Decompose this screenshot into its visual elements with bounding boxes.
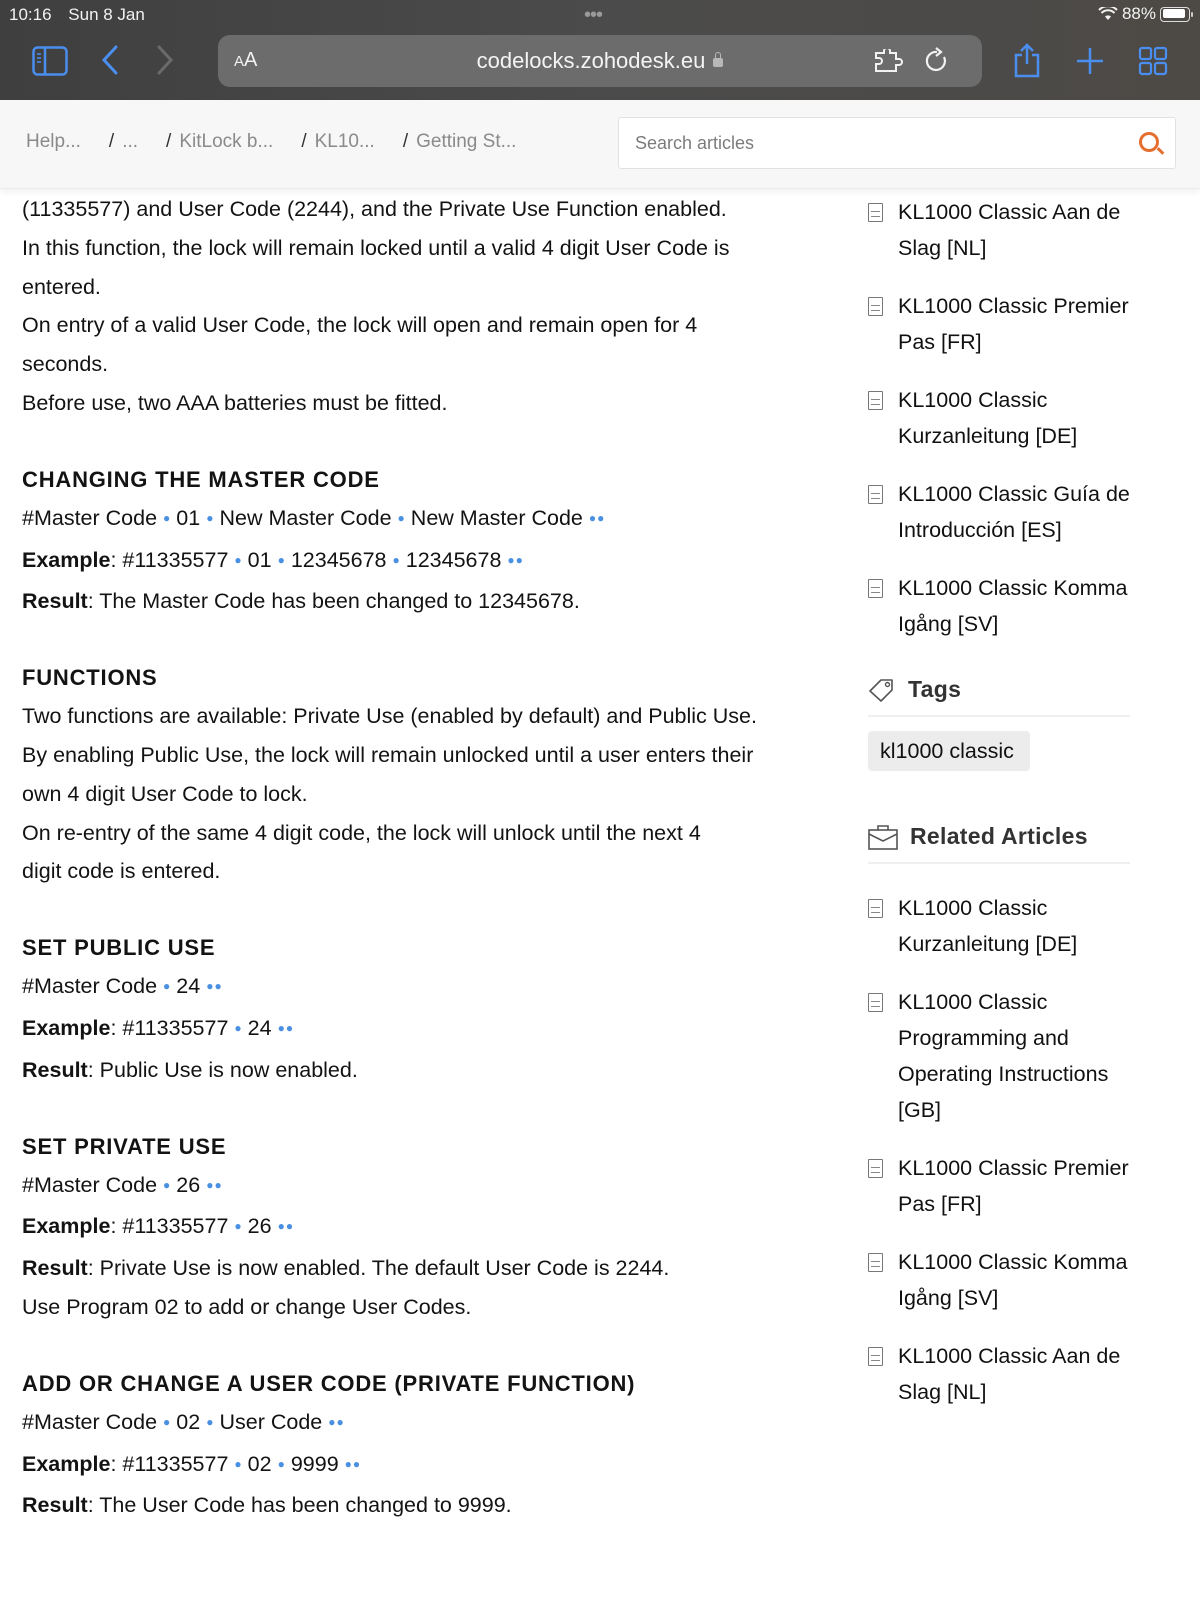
sidebar-article-link[interactable] [868, 570, 1130, 642]
extensions-icon[interactable] [874, 49, 906, 75]
syntax-part: User Code [219, 1409, 323, 1434]
text-size-small-a: A [234, 53, 245, 70]
breadcrumb-item[interactable]: Help... [26, 131, 81, 152]
result-text: : The User Code has been changed to 9999. [87, 1493, 512, 1518]
result-label: Result [22, 589, 88, 614]
related-article-list [868, 890, 1130, 1410]
breadcrumb-item[interactable]: ... [122, 131, 139, 152]
search-box [618, 117, 1176, 169]
status-indicators [1098, 4, 1190, 24]
functions-paragraph: Two functions are available: Private Use (enabled by default) and Public Use. [22, 704, 757, 729]
related-article-link[interactable] [868, 1150, 1130, 1222]
result-text: : Public Use is now enabled. [87, 1057, 358, 1082]
section-heading: ADD OR CHANGE A USER CODE (PRIVATE FUNCTION) [22, 1370, 636, 1396]
article-title: KL1000 Classic Komma Igång [SV] [898, 1250, 1128, 1310]
intro-paragraph: (11335577) and User Code (2244), and the Private Use Function enabled. [22, 197, 727, 221]
url-display[interactable] [218, 48, 982, 74]
article-title: KL1000 Classic Kurzanleitung [DE] [898, 896, 1078, 956]
syntax-part: 02 [176, 1409, 201, 1434]
article-title: KL1000 Classic Programming and Operating Instructions [GB] [898, 990, 1109, 1122]
related-article-link[interactable] [868, 984, 1130, 1128]
example-label: Example [22, 547, 111, 572]
forward-icon[interactable] [155, 45, 175, 75]
status-time: 10:16 [9, 5, 52, 24]
status-bar [9, 5, 157, 25]
example-line: Example: #11335577 ● 26 ●● [22, 1214, 295, 1239]
intro-paragraph: In this function, the lock will remain locked until a valid 4 digit User Code is entered. [22, 235, 730, 299]
syntax-part: #Master Code [22, 505, 158, 530]
browser-chrome [0, 0, 1200, 100]
result-line [22, 1051, 792, 1090]
related-article-link[interactable] [868, 890, 1130, 962]
sidebar-article-link[interactable] [868, 382, 1130, 454]
example-line: Example: #11335577 ● 01 ● 12345678 ● 12345678 ●● [22, 547, 524, 572]
functions-paragraph: On re-entry of the same 4 digit code, the lock will unlock until the next 4 digit code is entered. [22, 820, 701, 884]
search-input[interactable] [633, 132, 1117, 155]
example-part: 26 [247, 1214, 272, 1239]
url-text: codelocks.zohodesk.eu [476, 48, 706, 73]
example-part: 9999 [290, 1451, 339, 1476]
article-title: KL1000 Classic Aan de Slag [NL] [898, 200, 1121, 260]
syntax-part: 01 [176, 505, 201, 530]
syntax-line: #Master Code ● 01 ● New Master Code ● New Master Code ●● [22, 505, 606, 530]
example-part: 01 [247, 547, 272, 572]
result-label: Result [22, 1256, 88, 1281]
example-label: Example [22, 1214, 111, 1239]
result-label: Result [22, 1057, 88, 1082]
example-label: Example [22, 1015, 111, 1040]
briefcase-icon [868, 824, 898, 850]
share-icon[interactable] [1012, 42, 1042, 78]
example-part: : #11335577 [110, 1015, 229, 1040]
related-article-link[interactable] [868, 1338, 1130, 1410]
document-icon [868, 1253, 883, 1272]
syntax-line: #Master Code ● 24 ●● [22, 974, 223, 999]
example-part: 12345678 [290, 547, 387, 572]
status-date: Sun 8 Jan [68, 5, 145, 24]
syntax-part: #Master Code [22, 1172, 158, 1197]
section-heading: SET PRIVATE USE [22, 1133, 227, 1159]
article-title: KL1000 Classic Guía de Introducción [ES] [898, 482, 1130, 542]
section-heading: CHANGING THE MASTER CODE [22, 466, 380, 492]
article-title: KL1000 Classic Aan de Slag [NL] [898, 1344, 1121, 1404]
intro-paragraph: Before use, two AAA batteries must be fitted. [22, 390, 448, 415]
sidebar [868, 190, 1130, 1432]
syntax-part: New Master Code [410, 505, 583, 530]
article-body [22, 190, 792, 1525]
tag-chip[interactable]: kl1000 classic [868, 731, 1030, 771]
tags-title: Tags [908, 676, 962, 702]
result-text: : Private Use is now enabled. The default User Code is 2244. [87, 1256, 670, 1281]
document-icon [868, 203, 883, 222]
breadcrumb-item[interactable]: Getting St... [416, 131, 517, 152]
document-icon [868, 993, 883, 1012]
example-part: : #11335577 [110, 547, 229, 572]
result-line [22, 582, 792, 621]
article-title: KL1000 Classic Premier Pas [FR] [898, 1156, 1129, 1216]
breadcrumb-separator: / [301, 131, 307, 152]
article-title: KL1000 Classic Kurzanleitung [DE] [898, 388, 1078, 448]
intro-paragraph: On entry of a valid User Code, the lock will open and remain open for 4 seconds. [22, 313, 698, 377]
related-articles-title: Related Articles [910, 823, 1088, 849]
example-line: Example: #11335577 ● 02 ● 9999 ●● [22, 1451, 362, 1476]
back-icon[interactable] [100, 45, 120, 75]
syntax-part: #Master Code [22, 974, 158, 999]
breadcrumb [26, 131, 544, 153]
example-part: 12345678 [405, 547, 502, 572]
functions-paragraph: By enabling Public Use, the lock will remain unlocked until a user enters their own 4 digit User Code to lock. [22, 742, 754, 806]
document-icon [868, 579, 883, 598]
result-line [22, 1486, 792, 1525]
example-part: 02 [247, 1451, 272, 1476]
section-heading: SET PUBLIC USE [22, 935, 216, 961]
document-icon [868, 899, 883, 918]
example-part: : #11335577 [110, 1214, 229, 1239]
document-icon [868, 1159, 883, 1178]
site-header [0, 100, 1200, 189]
result-line [22, 1249, 792, 1288]
reload-icon[interactable] [924, 47, 950, 75]
syntax-part: New Master Code [219, 505, 392, 530]
breadcrumb-separator: / [402, 131, 409, 152]
breadcrumb-separator: / [166, 131, 172, 152]
sidebar-article-link[interactable] [868, 194, 1130, 266]
battery-percent: 88% [1121, 4, 1156, 23]
address-bar[interactable] [218, 35, 982, 87]
related-articles-heading [868, 823, 1130, 864]
syntax-part: 26 [176, 1172, 201, 1197]
related-article-link[interactable] [868, 1244, 1130, 1316]
tag-icon [868, 677, 896, 703]
syntax-line: #Master Code ● 02 ● User Code ●● [22, 1409, 345, 1434]
example-part: 24 [247, 1015, 272, 1040]
lock-icon [713, 58, 723, 67]
document-icon [868, 391, 883, 410]
multitasking-dots-icon[interactable]: ••• [584, 4, 603, 26]
example-label: Example [22, 1451, 111, 1476]
sidebar-toggle-icon[interactable] [32, 46, 68, 76]
example-line: Example: #11335577 ● 24 ●● [22, 1015, 295, 1040]
new-tab-icon[interactable] [1076, 47, 1104, 75]
article-list [868, 194, 1130, 642]
syntax-part: 24 [176, 974, 201, 999]
search-icon[interactable] [1139, 132, 1159, 152]
example-part: : #11335577 [110, 1451, 229, 1476]
document-icon [868, 1347, 883, 1366]
article-title: KL1000 Classic Premier Pas [FR] [898, 294, 1129, 354]
syntax-line: #Master Code ● 26 ●● [22, 1172, 223, 1197]
document-icon [868, 297, 883, 316]
document-icon [868, 485, 883, 504]
battery-icon [1160, 7, 1190, 22]
tags-heading [868, 676, 1130, 717]
article-title: KL1000 Classic Komma Igång [SV] [898, 576, 1128, 636]
tabs-overview-icon[interactable] [1138, 46, 1168, 76]
result-label: Result [22, 1493, 88, 1518]
breadcrumb-separator: / [108, 131, 115, 152]
note-line: Use Program 02 to add or change User Codes. [22, 1294, 472, 1319]
section-heading: FUNCTIONS [22, 665, 158, 691]
wifi-icon [1098, 7, 1118, 21]
breadcrumb-item[interactable]: KitLock b... [179, 131, 274, 152]
syntax-part: #Master Code [22, 1409, 158, 1434]
sidebar-article-link[interactable] [868, 476, 1130, 548]
breadcrumb-item[interactable]: KL10... [314, 131, 375, 152]
result-text: : The Master Code has been changed to 12345678. [87, 589, 580, 614]
sidebar-article-link[interactable] [868, 288, 1130, 360]
text-size-large-a: A [244, 49, 258, 71]
